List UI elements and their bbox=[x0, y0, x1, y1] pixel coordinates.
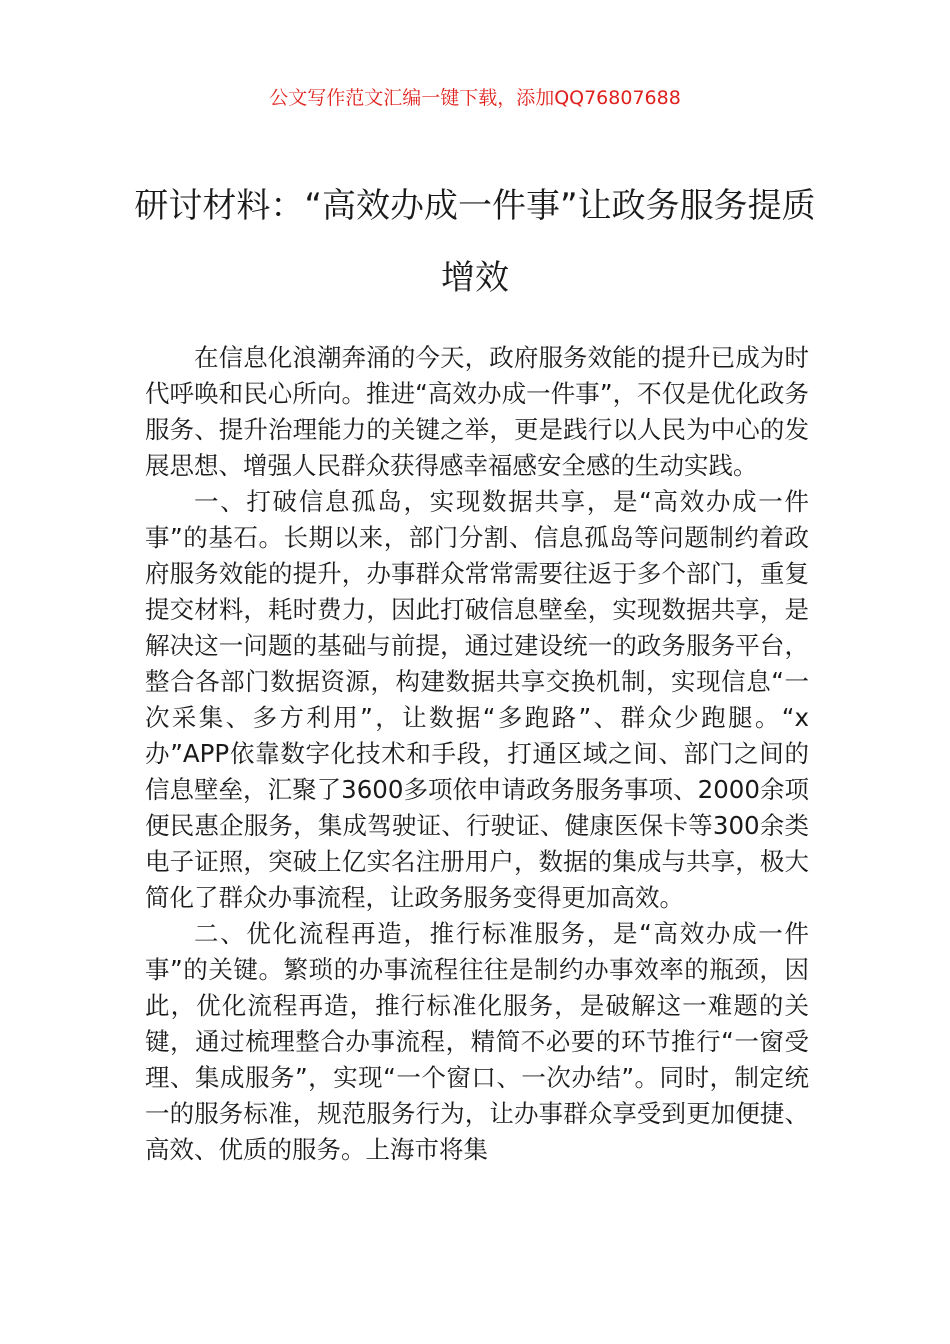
download-promo-note: 公文写作范文汇编一键下载，添加QQ76807688 bbox=[269, 87, 681, 109]
paragraph-section-one: 一、打破信息孤岛，实现数据共享，是“高效办成一件事”的基石。长期以来，部门分割、信息孤岛等问题制约着政府服务效能的提升，办事群众常常需要往返于多个部门，重复提交材料，耗时费力，因此打破信息壁垒，实现数据共享，是解决这一问题的基础与前提，通过建设统一的政务服务平台，整合各部门数据资源，构建数据共享交换机制，实现信息“一次采集、多方利用”，让数据“多跑路”、群众少跑腿。“x办”APP依靠数字化技术和手段，打通区域之间、部门之间的信息壁垒，汇聚了3600多项依申请政务服务事项、2000余项便民惠企服务，集成驾驶证、行驶证、健康医保卡等300余类电子证照，突破上亿实名注册用户，数据的集成与共享，极大简化了群众办事流程，让政务服务变得更加高效。 bbox=[145, 487, 809, 912]
document-title: 研讨材料：“高效办成一件事”让政务服务提质增效 bbox=[134, 186, 816, 298]
paragraph-intro: 在信息化浪潮奔涌的今天，政府服务效能的提升已成为时代呼唤和民心所向。推进“高效办成一件事”，不仅是优化政务服务、提升治理能力的关键之举，更是践行以人民为中心的发展思想、增强人民群众获得感幸福感安全感的生动实践。 bbox=[145, 343, 809, 480]
document-body bbox=[145, 340, 809, 1168]
paragraph-section-two: 二、优化流程再造，推行标准服务，是“高效办成一件事”的关键。繁琐的办事流程往往是制约办事效率的瓶颈，因此，优化流程再造，推行标准化服务，是破解这一难题的关键，通过梳理整合办事流程，精简不必要的环节推行“一窗受理、集成服务”，实现“一个窗口、一次办结”。同时，制定统一的服务标准，规范服务行为，让办事群众享受到更加便捷、高效、优质的服务。上海市将集 bbox=[145, 919, 809, 1164]
